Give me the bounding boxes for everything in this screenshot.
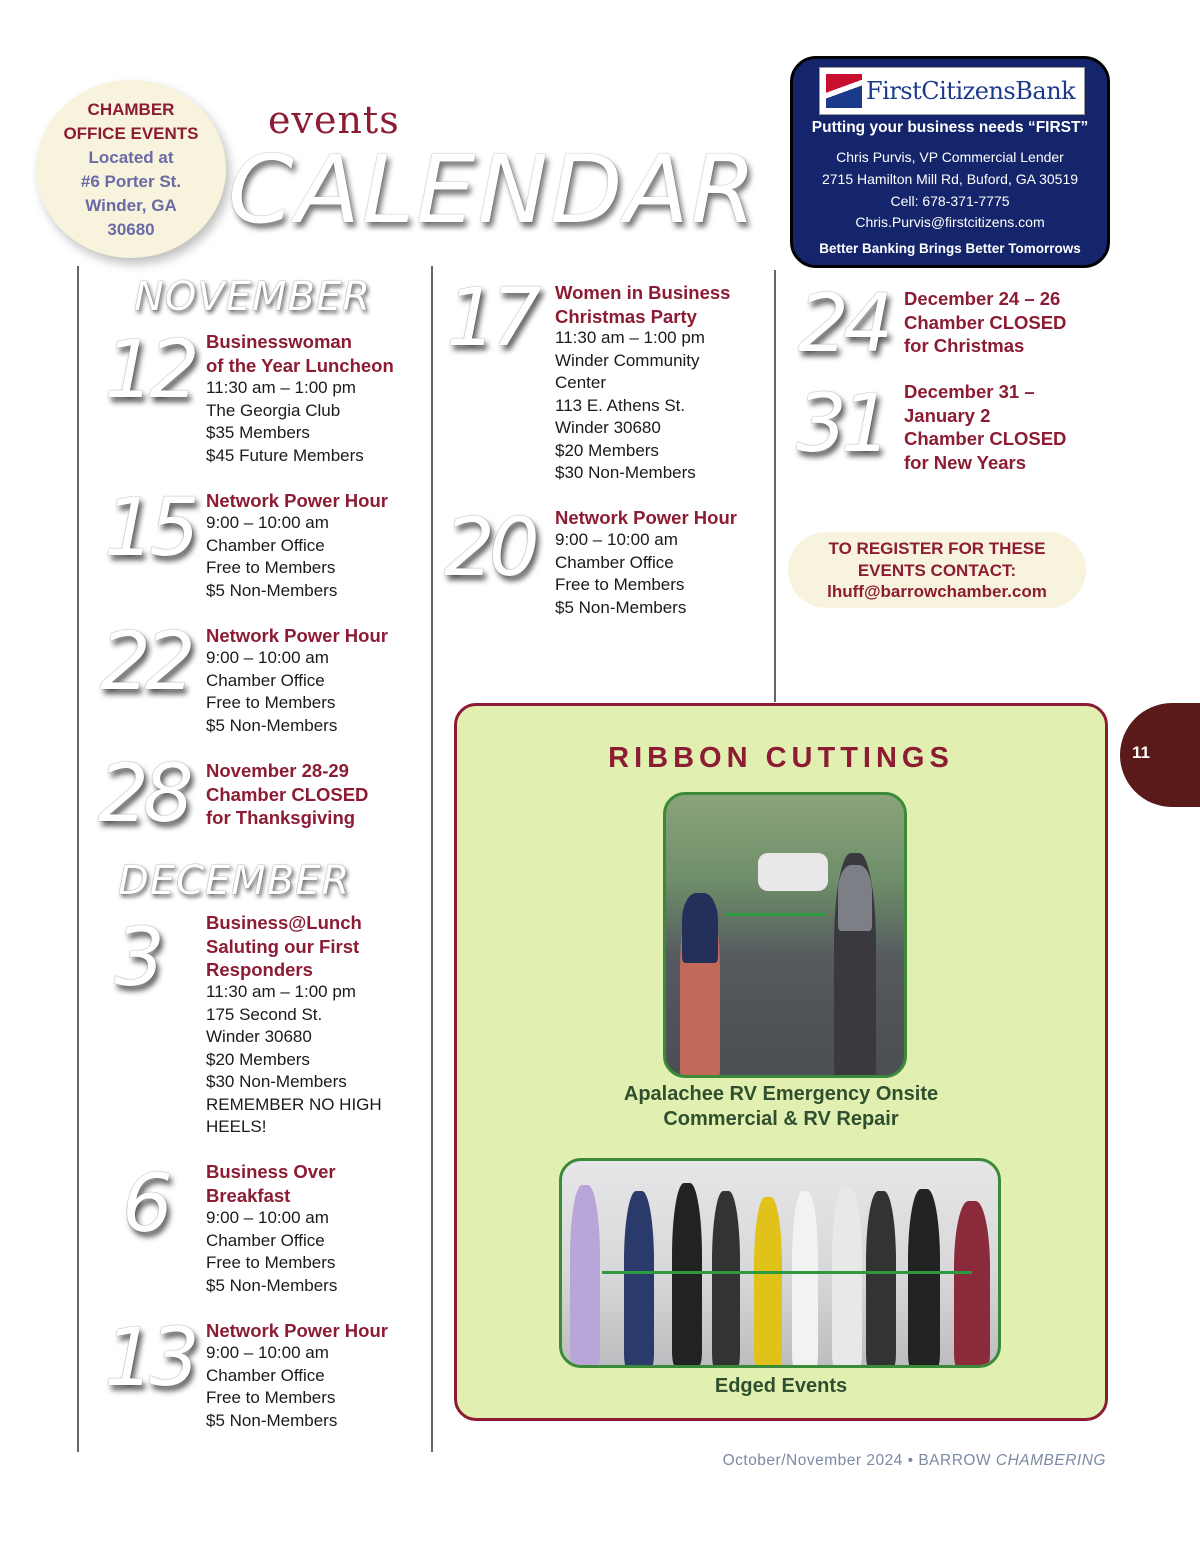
office-line-5: Winder, GA bbox=[85, 196, 177, 215]
event-title: December 31 – January 2 Chamber CLOSED for New Years bbox=[904, 381, 1067, 473]
office-line-2: OFFICE EVENTS bbox=[63, 124, 199, 143]
column-rule-left bbox=[77, 266, 79, 1452]
bank-tagline: Putting your business needs “FIRST” bbox=[811, 119, 1089, 136]
event-title: Businesswoman of the Year Luncheon bbox=[206, 331, 394, 376]
events-heading: events bbox=[268, 98, 400, 142]
register-line-2: EVENTS CONTACT: bbox=[857, 560, 1017, 580]
ribbon-cuttings-panel bbox=[454, 703, 1108, 1421]
photo-person bbox=[624, 1191, 654, 1367]
footer-text: October/November 2024 • BARROW bbox=[722, 1452, 992, 1469]
bank-address: 2715 Hamilton Mill Rd, Buford, GA 30519 bbox=[821, 171, 1079, 187]
photo-person bbox=[866, 1191, 896, 1367]
event-day-number: 6 bbox=[122, 1157, 167, 1250]
event-day-number: 3 bbox=[114, 911, 159, 1004]
page-footer bbox=[640, 1452, 1106, 1470]
column-rule-middle bbox=[431, 266, 433, 1452]
office-line-4: #6 Porter St. bbox=[80, 172, 182, 191]
photo-person bbox=[792, 1191, 818, 1367]
event-day-number: 20 bbox=[444, 501, 534, 594]
event-day-number: 24 bbox=[798, 277, 888, 370]
photo-person-left-jacket bbox=[682, 893, 718, 963]
event-details: 9:00 – 10:00 am Chamber Office Free to Members $5 Non-Members bbox=[555, 530, 687, 617]
photo-ribbon bbox=[726, 913, 826, 916]
office-line-3: Located at bbox=[88, 148, 174, 167]
photo-truck bbox=[758, 853, 828, 891]
event-title: Business Over Breakfast bbox=[206, 1161, 336, 1206]
bank-footer-slogan: Better Banking Brings Better Tomorrows bbox=[819, 241, 1081, 256]
ribbon-caption-2: Edged Events bbox=[714, 1375, 848, 1397]
footer-italic: CHAMBERING bbox=[995, 1452, 1106, 1469]
page-number-tab: 11 bbox=[1120, 703, 1200, 807]
bank-flag-icon bbox=[826, 74, 862, 108]
event-details: 9:00 – 10:00 am Chamber Office Free to Members $5 Non-Members bbox=[206, 513, 338, 600]
event-day-number: 13 bbox=[104, 1311, 194, 1404]
event-day-number: 28 bbox=[98, 747, 188, 840]
photo-person bbox=[832, 1187, 862, 1367]
bank-cell: Cell: 678-371-7775 bbox=[890, 193, 1010, 209]
event-title: Network Power Hour bbox=[206, 490, 388, 511]
event-details: 9:00 – 10:00 am Chamber Office Free to Members $5 Non-Members bbox=[206, 1343, 338, 1430]
bank-email: Chris.Purvis@firstcitizens.com bbox=[855, 214, 1045, 230]
event-details: 11:30 am – 1:00 pm 175 Second St. Winder 30680 $20 Members $30 Non-Members REMEMBER NO HIGH HEELS! bbox=[206, 982, 382, 1136]
office-line-6: 30680 bbox=[107, 220, 155, 239]
ribbon-caption-1: Apalachee RV Emergency Onsite Commercial & RV Repair bbox=[623, 1083, 939, 1130]
bank-advertisement bbox=[790, 56, 1110, 268]
event-details: 9:00 – 10:00 am Chamber Office Free to Members $5 Non-Members bbox=[206, 1208, 338, 1295]
event-title: Network Power Hour bbox=[206, 625, 388, 646]
photo-person-right-shirt bbox=[838, 865, 872, 931]
event-title: Network Power Hour bbox=[206, 1320, 388, 1341]
column-rule-right bbox=[774, 270, 776, 702]
event-day-number: 22 bbox=[100, 615, 190, 708]
chamber-office-badge bbox=[36, 80, 226, 258]
event-details: 9:00 – 10:00 am Chamber Office Free to Members $5 Non-Members bbox=[206, 648, 338, 735]
photo-person bbox=[954, 1201, 990, 1367]
bank-brand-name: FirstCitizensBank bbox=[866, 77, 1076, 105]
event-title: Business@Lunch Saluting our First Responders bbox=[206, 912, 362, 980]
photo-person bbox=[754, 1197, 782, 1367]
register-line-1: TO REGISTER FOR THESE bbox=[828, 539, 1046, 558]
photo-person bbox=[672, 1183, 702, 1365]
register-email-link[interactable]: lhuff@barrowchamber.com bbox=[827, 582, 1047, 601]
event-title: Women in Business Christmas Party bbox=[555, 282, 731, 327]
month-heading-november: NOVEMBER bbox=[134, 274, 372, 320]
bank-logo bbox=[819, 67, 1085, 115]
event-day-number: 15 bbox=[104, 481, 194, 574]
office-line-1: CHAMBER bbox=[87, 100, 175, 119]
event-details: 11:30 am – 1:00 pm Winder Community Center 113 E. Athens St. Winder 30680 $20 Members $30 Non-Members bbox=[555, 328, 705, 482]
photo-person bbox=[570, 1185, 600, 1365]
photo-ribbon bbox=[602, 1271, 972, 1274]
calendar-heading: CALENDAR bbox=[228, 136, 759, 245]
event-title: November 28-29 Chamber CLOSED for Thanksgiving bbox=[206, 760, 369, 828]
photo-person bbox=[908, 1189, 940, 1367]
event-day-number: 17 bbox=[446, 271, 536, 364]
photo-person bbox=[712, 1191, 740, 1367]
event-title: December 24 – 26 Chamber CLOSED for Christmas bbox=[904, 288, 1067, 356]
ribbon-photo-apalachee-rv bbox=[663, 792, 907, 1078]
event-day-number: 12 bbox=[104, 323, 194, 416]
bank-contact-name: Chris Purvis, VP Commercial Lender bbox=[836, 149, 1064, 165]
event-day-number: 31 bbox=[796, 377, 886, 470]
month-heading-december: DECEMBER bbox=[118, 858, 351, 904]
event-title: Network Power Hour bbox=[555, 507, 737, 528]
event-details: 11:30 am – 1:00 pm The Georgia Club $35 Members $45 Future Members bbox=[206, 378, 364, 465]
ribbon-photo-edged-events bbox=[559, 1158, 1001, 1368]
register-contact-box bbox=[788, 532, 1086, 608]
ribbon-cuttings-title: RIBBON CUTTINGS bbox=[608, 742, 954, 774]
